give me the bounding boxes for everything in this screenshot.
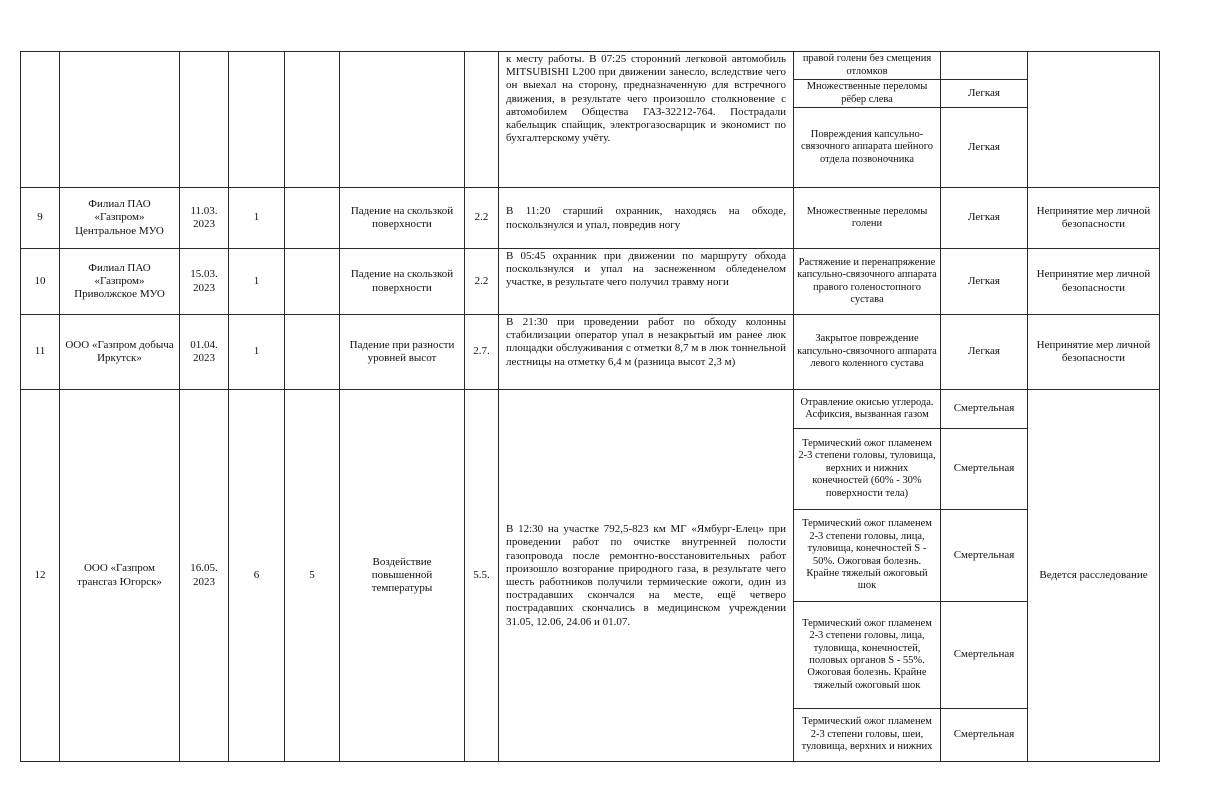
incident-table bbox=[20, 51, 1160, 762]
cell-fatal bbox=[285, 52, 340, 188]
cell-date: 16.05. 2023 bbox=[180, 390, 229, 762]
cell-severity: Смертельная bbox=[941, 602, 1028, 709]
cell-code: 2.7. bbox=[465, 315, 499, 390]
cell-injury: правой голени без смещения отломков bbox=[794, 52, 941, 80]
cell-victims: 6 bbox=[229, 390, 285, 762]
cell-date bbox=[180, 52, 229, 188]
cell-type: Воздействие повышенной температуры bbox=[340, 390, 465, 762]
cell-victims: 1 bbox=[229, 315, 285, 390]
cell-injury: Термический ожог пламенем 2-3 степени головы, шеи, туловища, верхних и нижних bbox=[794, 709, 941, 762]
cell-code: 2.2 bbox=[465, 249, 499, 315]
cell-fatal: 5 bbox=[285, 390, 340, 762]
table-row bbox=[21, 249, 1160, 315]
cell-date: 11.03. 2023 bbox=[180, 188, 229, 249]
cell-org: ООО «Газпром трансгаз Югорск» bbox=[60, 390, 180, 762]
cell-severity: Смертельная bbox=[941, 429, 1028, 510]
cell-injury: Термический ожог пламенем 2-3 степени головы, лица, туловища, конечностей, половых органов S - 55%. Ожоговая болезнь. Крайне тяжелый ожоговый шок bbox=[794, 602, 941, 709]
cell-type bbox=[340, 52, 465, 188]
cell-injury: Повреждения капсульно-связочного аппарата шейного отдела позвоночника bbox=[794, 108, 941, 188]
cell-injury: Растяжение и перенапряжение капсульно-связочного аппарата правого голеностопного сустава bbox=[794, 249, 941, 315]
cell-date: 15.03. 2023 bbox=[180, 249, 229, 315]
cell-description: к месту работы. В 07:25 сторонний легковой автомобиль MITSUBISHI L200 при движении занесло, вследствие чего он выехал на сторону, предназначенную для встречного движения, в результате чего произошло столкновение с автомобилем Общества ГАЗ-32212-764. Пострадали кабельщик спайщик, электрогазосварщик и экономист по бухгалтерскому учёту. bbox=[499, 52, 794, 188]
cell-date: 01.04. 2023 bbox=[180, 315, 229, 390]
cell-injury: Отравление окисью углерода. Асфиксия, вызванная газом bbox=[794, 390, 941, 429]
cell-victims bbox=[229, 52, 285, 188]
cell-cause: Непринятие мер личной безопасности bbox=[1028, 188, 1160, 249]
cell-severity: Легкая bbox=[941, 315, 1028, 390]
table-row bbox=[21, 390, 1160, 429]
cell-severity: Легкая bbox=[941, 80, 1028, 108]
cell-severity: Легкая bbox=[941, 108, 1028, 188]
cell-fatal bbox=[285, 188, 340, 249]
cell-num: 10 bbox=[21, 249, 60, 315]
cell-cause: Непринятие мер личной безопасности bbox=[1028, 249, 1160, 315]
cell-severity: Легкая bbox=[941, 188, 1028, 249]
cell-severity: Легкая bbox=[941, 249, 1028, 315]
cell-victims: 1 bbox=[229, 188, 285, 249]
cell-injury: Термический ожог пламенем 2-3 степени головы, туловища, верхних и нижних конечностей (60% - 30% поверхности тела) bbox=[794, 429, 941, 510]
cell-fatal bbox=[285, 249, 340, 315]
cell-severity: Смертельная bbox=[941, 510, 1028, 602]
cell-org: Филиал ПАО «Газпром» Центральное МУО bbox=[60, 188, 180, 249]
cell-victims: 1 bbox=[229, 249, 285, 315]
cell-injury: Закрытое повреждение капсульно-связочного аппарата левого коленного сустава bbox=[794, 315, 941, 390]
cell-fatal bbox=[285, 315, 340, 390]
table-row bbox=[21, 315, 1160, 390]
cell-code: 2.2 bbox=[465, 188, 499, 249]
cell-num: 11 bbox=[21, 315, 60, 390]
cell-num bbox=[21, 52, 60, 188]
cell-num: 9 bbox=[21, 188, 60, 249]
cell-description: В 05:45 охранник при движении по маршруту обхода поскользнулся и упал на заснеженном обледенелом участке, в результате чего получил травму ноги bbox=[499, 249, 794, 315]
cell-description: В 12:30 на участке 792,5-823 км МГ «Ямбург-Елец» при проведении работ по очистке внутренней полости газопровода после ремонтно-восстановительных работ произошло возгорание природного газа, в результате чего шесть работников получили термические ожоги, один из пострадавших скончался на месте, ещё четверо пострадавших скончались в медицинском учреждении 31.05, 12.06, 24.06 и 01.07. bbox=[499, 390, 794, 762]
cell-org: ООО «Газпром добыча Иркутск» bbox=[60, 315, 180, 390]
cell-injury: Множественные переломы рёбер слева bbox=[794, 80, 941, 108]
cell-type: Падение при разности уровней высот bbox=[340, 315, 465, 390]
cell-code: 5.5. bbox=[465, 390, 499, 762]
cell-severity: Смертельная bbox=[941, 709, 1028, 762]
table-row bbox=[21, 188, 1160, 249]
cell-org: Филиал ПАО «Газпром» Приволжское МУО bbox=[60, 249, 180, 315]
cell-cause: Непринятие мер личной безопасности bbox=[1028, 315, 1160, 390]
cell-severity bbox=[941, 52, 1028, 80]
cell-type: Падение на скользкой поверхности bbox=[340, 249, 465, 315]
cell-cause: Ведется расследование bbox=[1028, 390, 1160, 762]
cell-code bbox=[465, 52, 499, 188]
cell-description: В 21:30 при проведении работ по обходу колонны стабилизации оператор упал в незакрытый им ранее люк площадки обслуживания с отметки 8,7 м в люк тоннельной лестницы на отметку 6,4 м (разница высот 2,3 м) bbox=[499, 315, 794, 390]
cell-cause bbox=[1028, 52, 1160, 188]
cell-description: В 11:20 старший охранник, находясь на обходе, поскользнулся и упал, повредив ногу bbox=[499, 188, 794, 249]
cell-injury: Множественные переломы голени bbox=[794, 188, 941, 249]
cell-severity: Смертельная bbox=[941, 390, 1028, 429]
table-row-continuation bbox=[21, 52, 1160, 80]
cell-injury: Термический ожог пламенем 2-3 степени головы, лица, туловища, конечностей S - 50%. Ожоговая болезнь. Крайне тяжелый ожоговый шок bbox=[794, 510, 941, 602]
cell-num: 12 bbox=[21, 390, 60, 762]
cell-org bbox=[60, 52, 180, 188]
cell-type: Падение на скользкой поверхности bbox=[340, 188, 465, 249]
